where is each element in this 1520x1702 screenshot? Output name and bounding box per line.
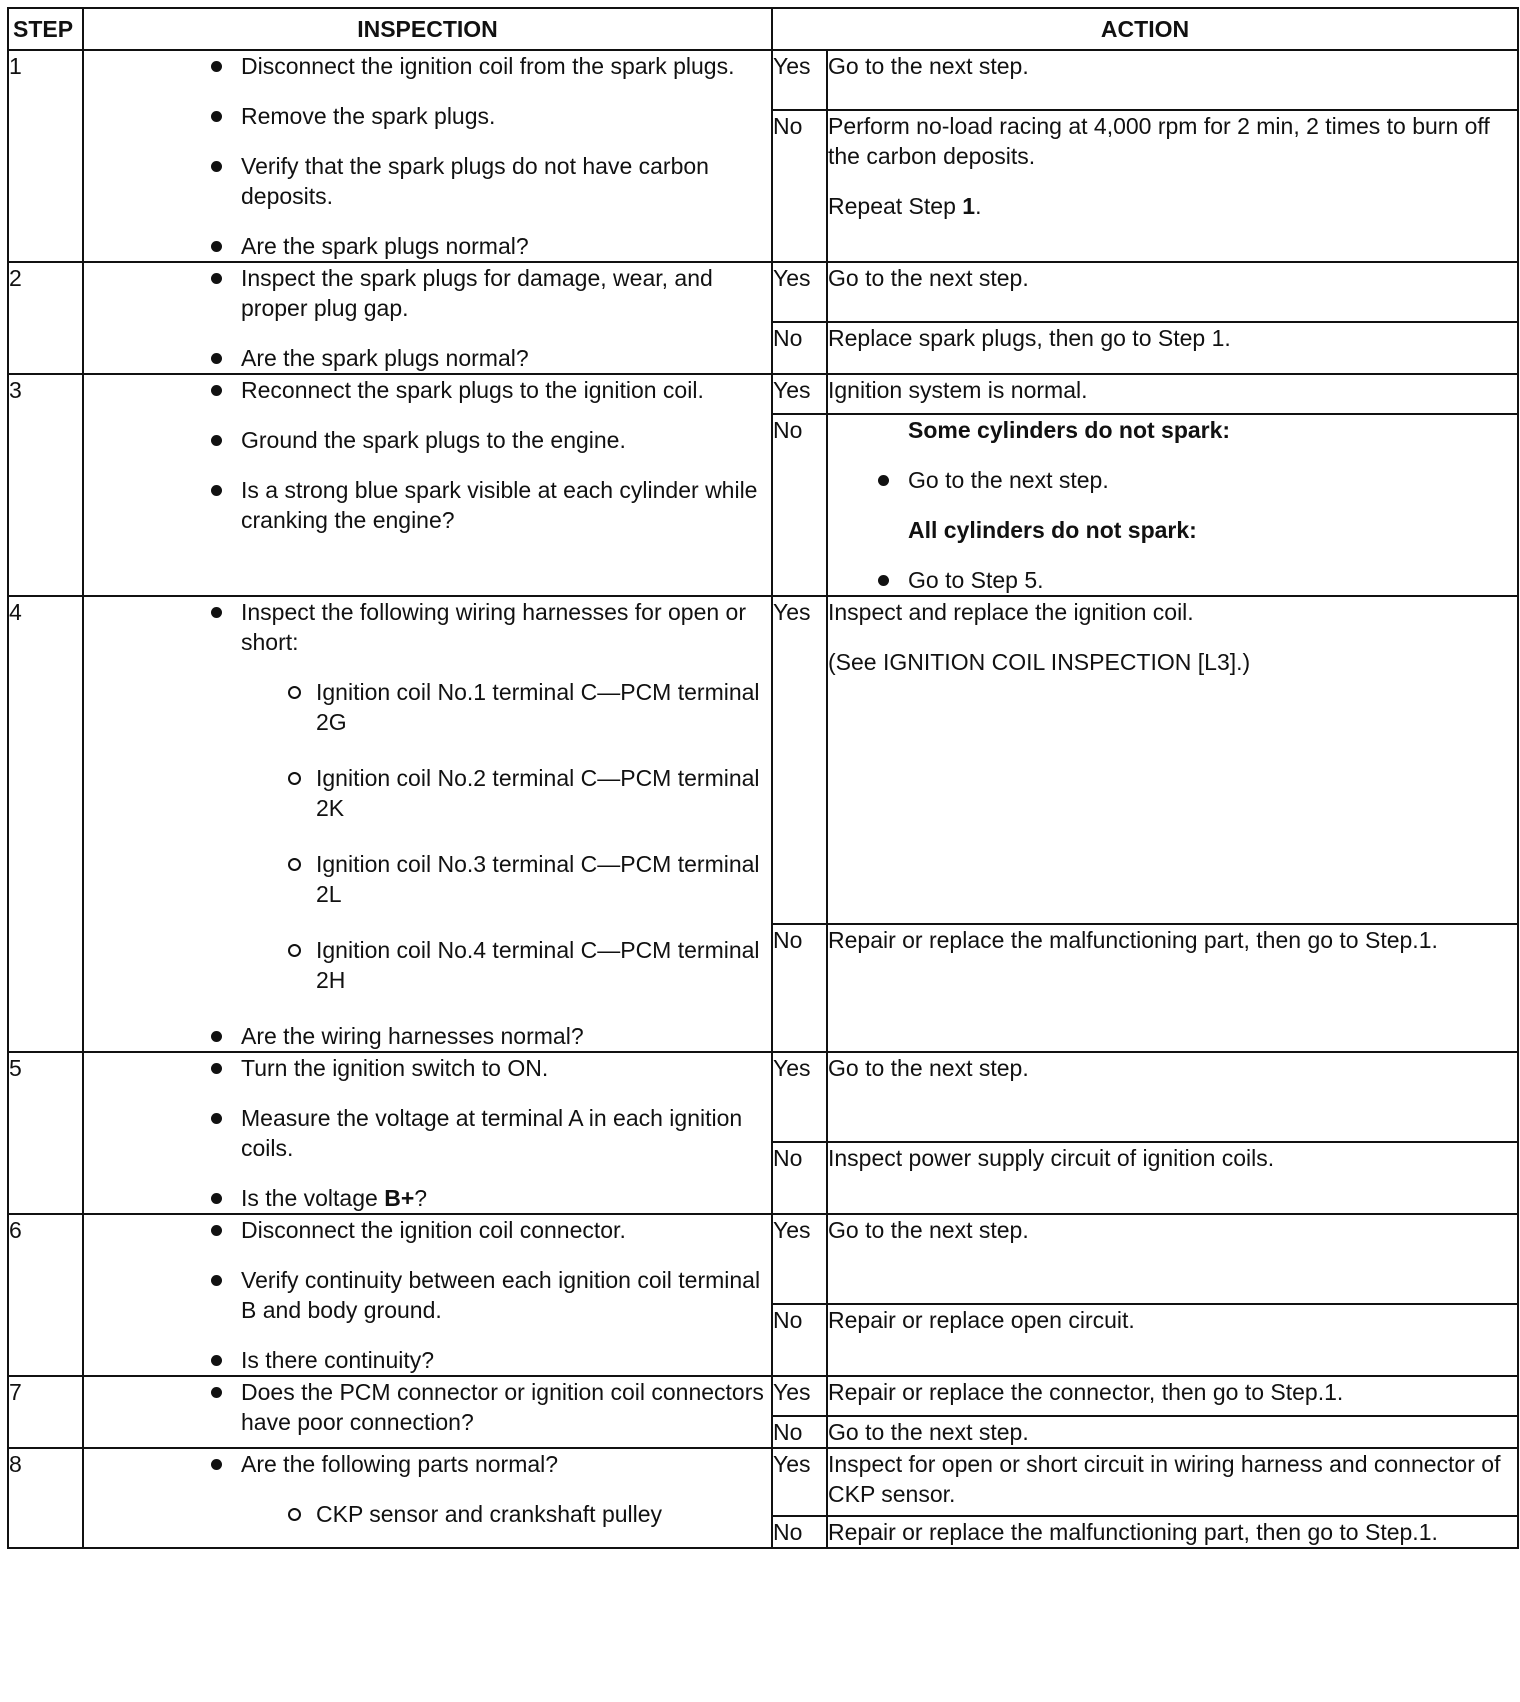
yes-label: Yes [772, 1052, 827, 1142]
no-heading: Some cylinders do not spark: [908, 417, 1231, 443]
no-action: Go to the next step. [827, 1416, 1518, 1448]
yes-action-text: Inspect and replace the ignition coil. [828, 599, 1194, 625]
step-6-inspection [83, 1214, 772, 1376]
inspection-item: Turn the ignition switch to ON. [84, 1053, 771, 1083]
repeat-step-text: Repeat Step 1. [828, 193, 982, 219]
yes-action: Go to the next step. [827, 1052, 1518, 1142]
yes-action: Go to the next step. [827, 50, 1518, 110]
inspection-item: Inspect the following wiring harnesses for open or short: [84, 597, 771, 657]
part-item: CKP sensor and crankshaft pulley [84, 1499, 771, 1529]
step-number: 3 [8, 374, 83, 596]
inspection-item: Is the voltage B+? [84, 1183, 771, 1213]
step-number: 6 [8, 1214, 83, 1376]
yes-label: Yes [772, 1376, 827, 1416]
no-label: No [772, 1416, 827, 1448]
harness-item: Ignition coil No.3 terminal C—PCM terminal 2L [84, 849, 771, 909]
inspection-item: Is a strong blue spark visible at each cylinder while cranking the engine? [84, 475, 771, 535]
action-header: ACTION [772, 8, 1518, 50]
yes-label: Yes [772, 596, 827, 924]
inspection-item: Are the spark plugs normal? [84, 231, 771, 261]
yes-label: Yes [772, 262, 827, 322]
step-number: 1 [8, 50, 83, 262]
step-number: 2 [8, 262, 83, 374]
inspection-item: Inspect the spark plugs for damage, wear, and proper plug gap. [84, 263, 771, 323]
no-label: No [772, 1304, 827, 1376]
no-action: Repair or replace open circuit. [827, 1304, 1518, 1376]
no-action: Repair or replace the malfunctioning part, then go to Step.1. [827, 924, 1518, 1052]
step-7-inspection [83, 1376, 772, 1448]
inspection-item: Remove the spark plugs. [84, 101, 771, 131]
step-number: 7 [8, 1376, 83, 1448]
step-4-yes-row [8, 596, 1518, 924]
no-action: Inspect power supply circuit of ignition coils. [827, 1142, 1518, 1214]
no-label: No [772, 414, 827, 596]
no-label: No [772, 322, 827, 374]
yes-label: Yes [772, 50, 827, 110]
inspection-item: Reconnect the spark plugs to the ignition coil. [84, 375, 771, 405]
step-8-inspection [83, 1448, 772, 1548]
step-3-inspection [83, 374, 772, 596]
no-bullet: Go to the next step. [828, 465, 1517, 495]
step-number: 8 [8, 1448, 83, 1548]
header-row [8, 8, 1518, 50]
yes-action: Inspect for open or short circuit in wiring harness and connector of CKP sensor. [827, 1448, 1518, 1516]
step-2-inspection [83, 262, 772, 374]
step-5-inspection [83, 1052, 772, 1214]
yes-action: Ignition system is normal. [827, 374, 1518, 414]
no-action: Replace spark plugs, then go to Step 1. [827, 322, 1518, 374]
yes-action: Repair or replace the connector, then go to Step.1. [827, 1376, 1518, 1416]
inspection-header: INSPECTION [83, 8, 772, 50]
yes-action [827, 596, 1518, 924]
step-header: STEP [8, 8, 83, 50]
inspection-item: Disconnect the ignition coil from the spark plugs. [84, 51, 771, 81]
step-6-yes-row [8, 1214, 1518, 1304]
no-label: No [772, 1516, 827, 1548]
step-3-yes-row [8, 374, 1518, 414]
inspection-item: Measure the voltage at terminal A in each ignition coils. [84, 1103, 771, 1163]
inspection-item: Ground the spark plugs to the engine. [84, 425, 771, 455]
step-number: 5 [8, 1052, 83, 1214]
no-action [827, 414, 1518, 596]
inspection-item: Are the spark plugs normal? [84, 343, 771, 373]
yes-action: Go to the next step. [827, 262, 1518, 322]
inspection-item: Disconnect the ignition coil connector. [84, 1215, 771, 1245]
yes-label: Yes [772, 1214, 827, 1304]
step-1-yes-row [8, 50, 1518, 110]
harness-item: Ignition coil No.1 terminal C—PCM terminal 2G [84, 677, 771, 737]
harness-item: Ignition coil No.4 terminal C—PCM terminal 2H [84, 935, 771, 995]
step-4-inspection [83, 596, 772, 1052]
yes-label: Yes [772, 374, 827, 414]
troubleshooting-table [7, 7, 1519, 1549]
no-action-text: Perform no-load racing at 4,000 rpm for 2 min, 2 times to burn off the carbon deposits. [828, 113, 1490, 169]
step-5-yes-row [8, 1052, 1518, 1142]
inspection-item: Are the following parts normal? [84, 1449, 771, 1479]
harness-item: Ignition coil No.2 terminal C—PCM terminal 2K [84, 763, 771, 823]
no-label: No [772, 110, 827, 262]
yes-action: Go to the next step. [827, 1214, 1518, 1304]
inspection-item: Are the wiring harnesses normal? [84, 1021, 771, 1051]
step-8-yes-row [8, 1448, 1518, 1516]
inspection-item: Verify that the spark plugs do not have carbon deposits. [84, 151, 771, 211]
see-reference-text: (See IGNITION COIL INSPECTION [L3].) [828, 649, 1251, 675]
inspection-item: Is there continuity? [84, 1345, 771, 1375]
no-action: Repair or replace the malfunctioning part, then go to Step.1. [827, 1516, 1518, 1548]
inspection-item: Does the PCM connector or ignition coil connectors have poor connection? [84, 1377, 771, 1437]
inspection-item: Verify continuity between each ignition coil terminal B and body ground. [84, 1265, 771, 1325]
no-label: No [772, 924, 827, 1052]
no-heading: All cylinders do not spark: [908, 517, 1197, 543]
step-number: 4 [8, 596, 83, 1052]
step-1-inspection [83, 50, 772, 262]
step-2-yes-row [8, 262, 1518, 322]
step-7-yes-row [8, 1376, 1518, 1416]
yes-label: Yes [772, 1448, 827, 1516]
no-bullet: Go to Step 5. [828, 565, 1517, 595]
no-label: No [772, 1142, 827, 1214]
no-action [827, 110, 1518, 262]
